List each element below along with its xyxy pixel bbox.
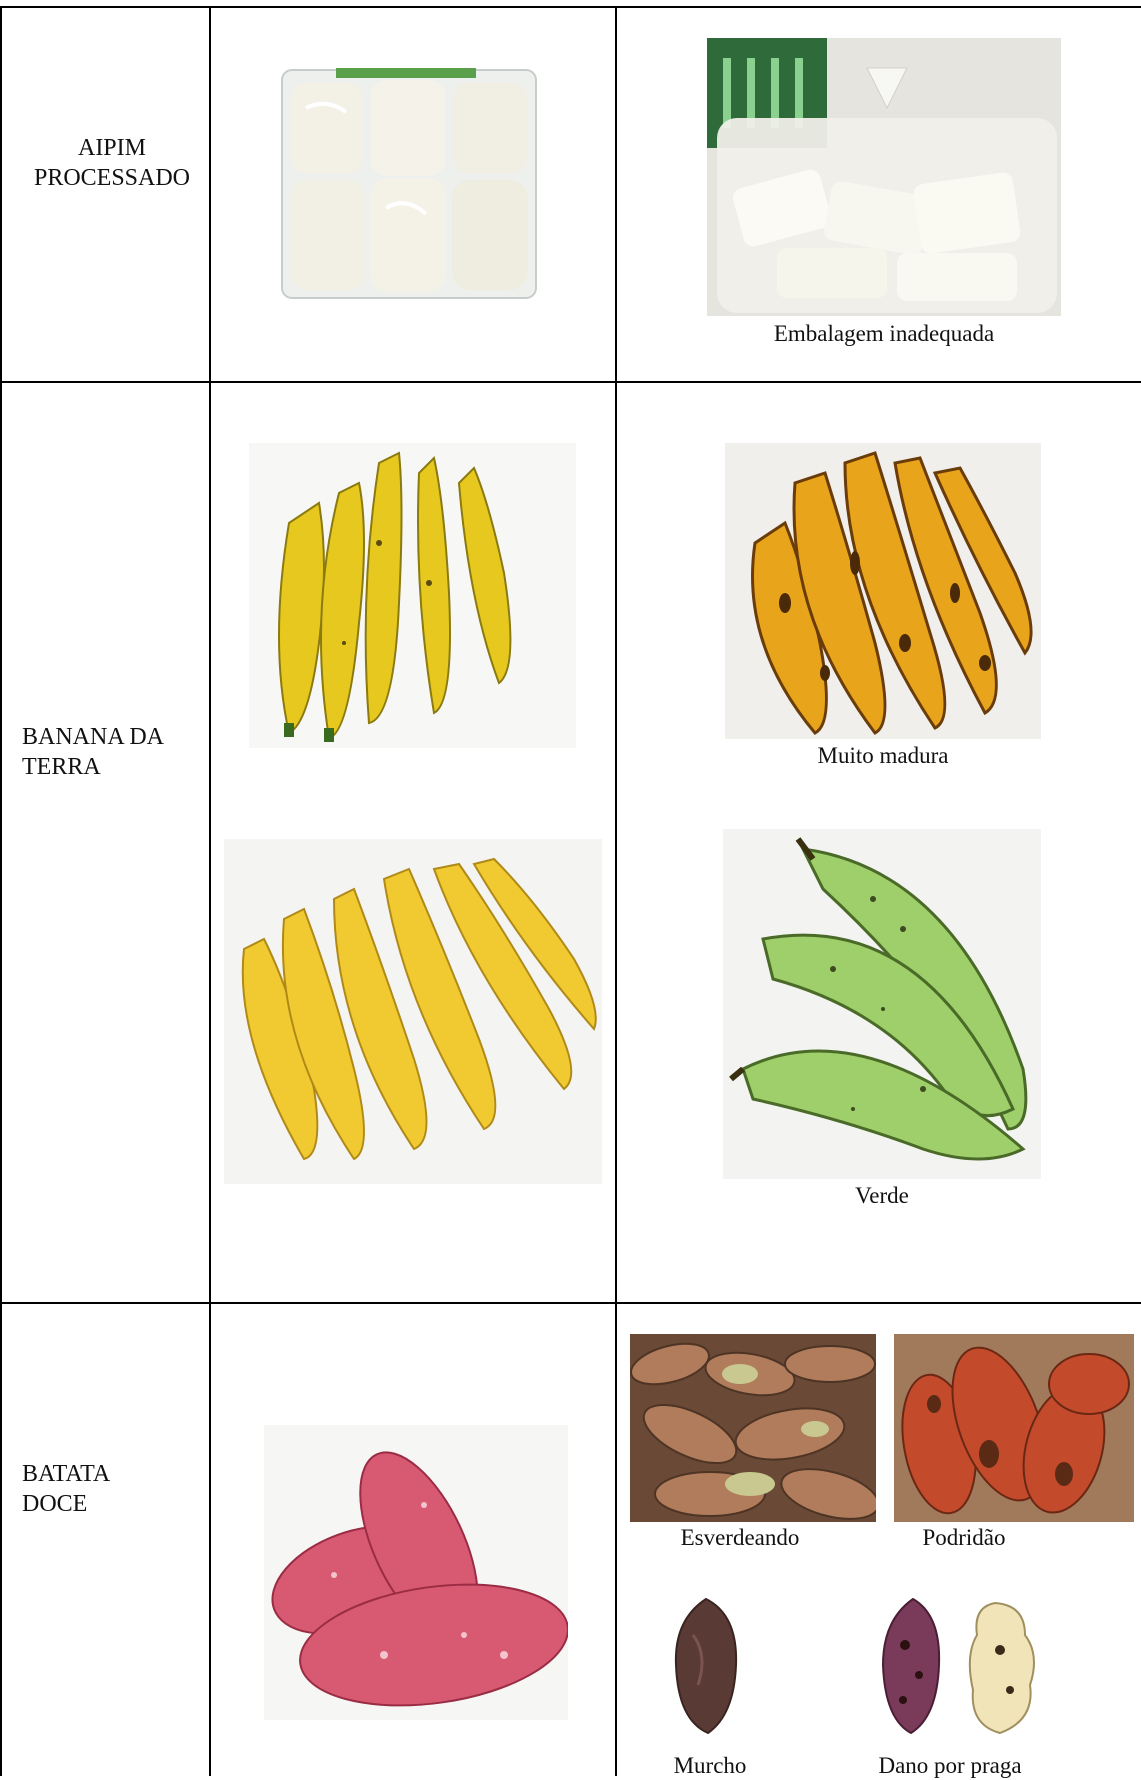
row-label-batata-doce: BATATA DOCE	[22, 1461, 111, 1517]
cassava-in-bag-image	[707, 38, 1061, 316]
caption-dano-por-praga: Dano por praga	[878, 1753, 1022, 1778]
caption-muito-madura: Muito madura	[817, 743, 949, 768]
table-row-divider-2	[0, 1302, 1141, 1304]
table-row-divider-1	[0, 381, 1141, 383]
sweet-potato-image	[264, 1425, 568, 1720]
table-column-divider-1	[209, 6, 211, 1776]
ripe-plantain-bunch-image	[249, 443, 576, 748]
pest-damaged-sweet-potato-image	[875, 1595, 1045, 1737]
yellow-plantains-image	[224, 839, 602, 1184]
row-label-banana-da-terra: BANANA DA TERRA	[22, 724, 165, 780]
greening-sweet-potato-image	[630, 1334, 876, 1522]
packaged-cassava-image	[276, 68, 542, 300]
caption-embalagem-inadequada: Embalagem inadequada	[773, 321, 995, 346]
overripe-plantain-image	[725, 443, 1041, 739]
table-column-divider-2	[615, 6, 617, 1776]
table-top-border	[0, 6, 1141, 8]
withered-sweet-potato-image	[668, 1595, 744, 1737]
caption-verde: Verde	[855, 1183, 909, 1208]
caption-esverdeando: Esverdeando	[680, 1525, 800, 1550]
green-plantain-image	[723, 829, 1041, 1179]
caption-podridao: Podridão	[922, 1525, 1006, 1550]
rotting-sweet-potato-image	[894, 1334, 1134, 1522]
table-left-border	[0, 6, 2, 1776]
caption-murcho: Murcho	[673, 1753, 747, 1778]
row-label-aipim-processado: AIPIM PROCESSADO	[33, 135, 191, 191]
